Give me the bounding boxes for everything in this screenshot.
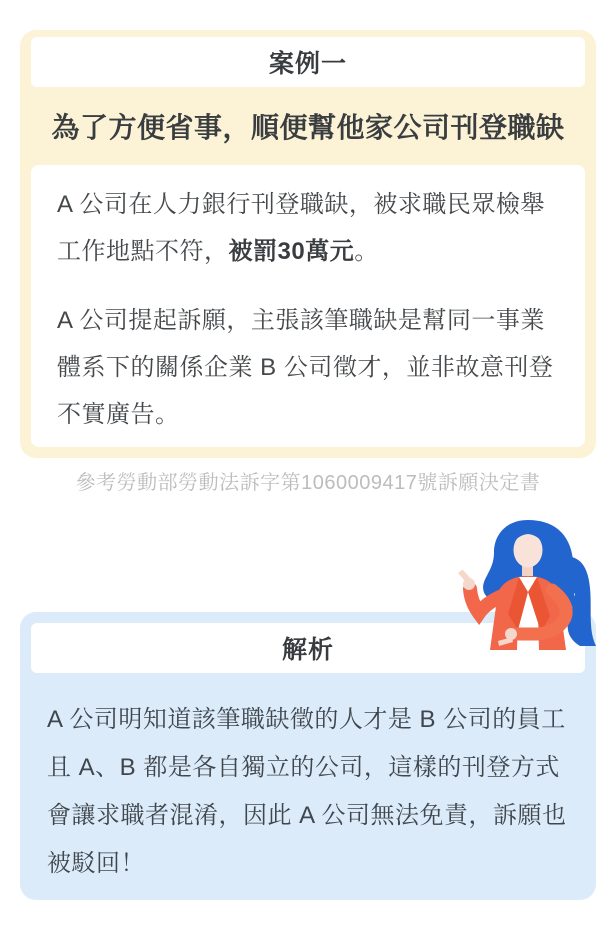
case-paragraph-2: A 公司提起訴願，主張該筆職缺是幫同一事業體系下的關係企業 B 公司徵才，並非故意刊登不實廣告。	[57, 307, 554, 428]
case-body	[31, 165, 585, 447]
case-paragraph-1-period: 。	[354, 238, 379, 265]
woman-pointing-illustration	[446, 518, 598, 650]
case-subtitle: 為了方便省事，順便幫他家公司刊登職缺	[51, 112, 565, 143]
case-title: 案例一	[268, 50, 347, 78]
analysis-paragraph: A 公司明知道該筆職缺徵的人才是 B 公司的員工且 A、B 都是各自獨立的公司，這樣的刊登方式會讓求職者混淆，因此 A 公司無法免責，訴願也被駁回！	[47, 706, 567, 877]
analysis-card	[20, 612, 596, 900]
case-card-header	[31, 37, 585, 87]
case-paragraph-1-text: A 公司在人力銀行刊登職缺，被求職民眾檢舉工作地點不符，	[57, 191, 545, 265]
analysis-title: 解析	[281, 636, 334, 664]
case-paragraph-1-penalty: 被罰30萬元	[228, 238, 355, 265]
case-card	[20, 30, 596, 458]
reference-caption: 參考勞動部勞動法訴字第1060009417號訴願決定書	[75, 472, 541, 494]
case-paragraph-1	[57, 181, 559, 275]
